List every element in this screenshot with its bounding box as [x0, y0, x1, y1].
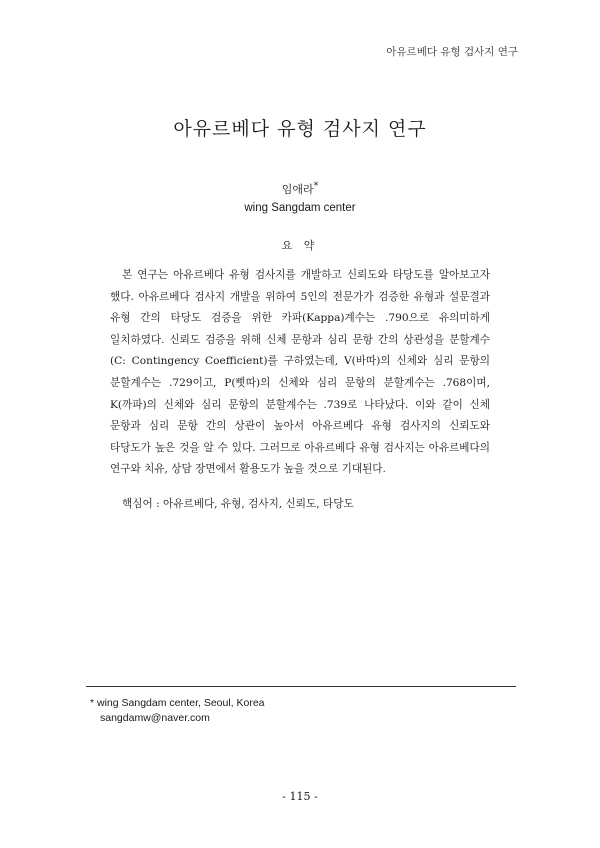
footnote-divider [86, 686, 516, 687]
abstract-body: 본 연구는 아유르베다 유형 검사지를 개발하고 신뢰도와 타당도를 알아보고자 했다. 아유르베다 검사지 개발을 위하여 5인의 전문가가 검증한 유형과 설문결과 유형 간의 타당도 검증을 위한 카파(Kappa)계수는 .790으로 유의미하게 일치하였다. 신뢰도 검증을 위해 신체 문항과 심리 문항 간의 상관성을 분할계수(C: Contingency Coefficient)를 구하였는데, V(바따)의 신체와 심리 문항의 분할계수는 .729이고, P(삣따)의 신체와 심리 문항의 분할계수는 .768이며, K(까파)의 신체와 심리 문항의 분할계수는 .739로 나타났다. 이와 같이 신체 문항과 심리 문항 간의 상관이 높아서 아유르베다 유형 검사지의 신뢰도와 타당도가 높은 것을 알 수 있다. 그러므로 아유르베다 유형 검사지는 아유르베다의 연구와 치유, 상담 장면에서 활용도가 높을 것으로 기대된다. [110, 269, 490, 476]
page-number: - 115 - [282, 790, 318, 803]
author-affiliation: wing Sangdam center [244, 202, 356, 214]
paper-title: 아유르베다 유형 검사지 연구 [173, 118, 427, 140]
author-name: 임애라 [281, 183, 314, 196]
abstract-heading: 요 약 [281, 239, 319, 252]
author-line [0, 181, 600, 197]
footnote-email: sangdamw@naver.com [100, 712, 210, 724]
footnote [90, 696, 510, 726]
running-head: 아유르베다 유형 검사지 연구 [386, 46, 518, 58]
author-footnote-marker: * [313, 181, 319, 192]
footnote-affiliation: * wing Sangdam center, Seoul, Korea [90, 697, 265, 709]
keywords: 핵심어 : 아유르베다, 유형, 검사지, 신뢰도, 타당도 [122, 498, 354, 510]
